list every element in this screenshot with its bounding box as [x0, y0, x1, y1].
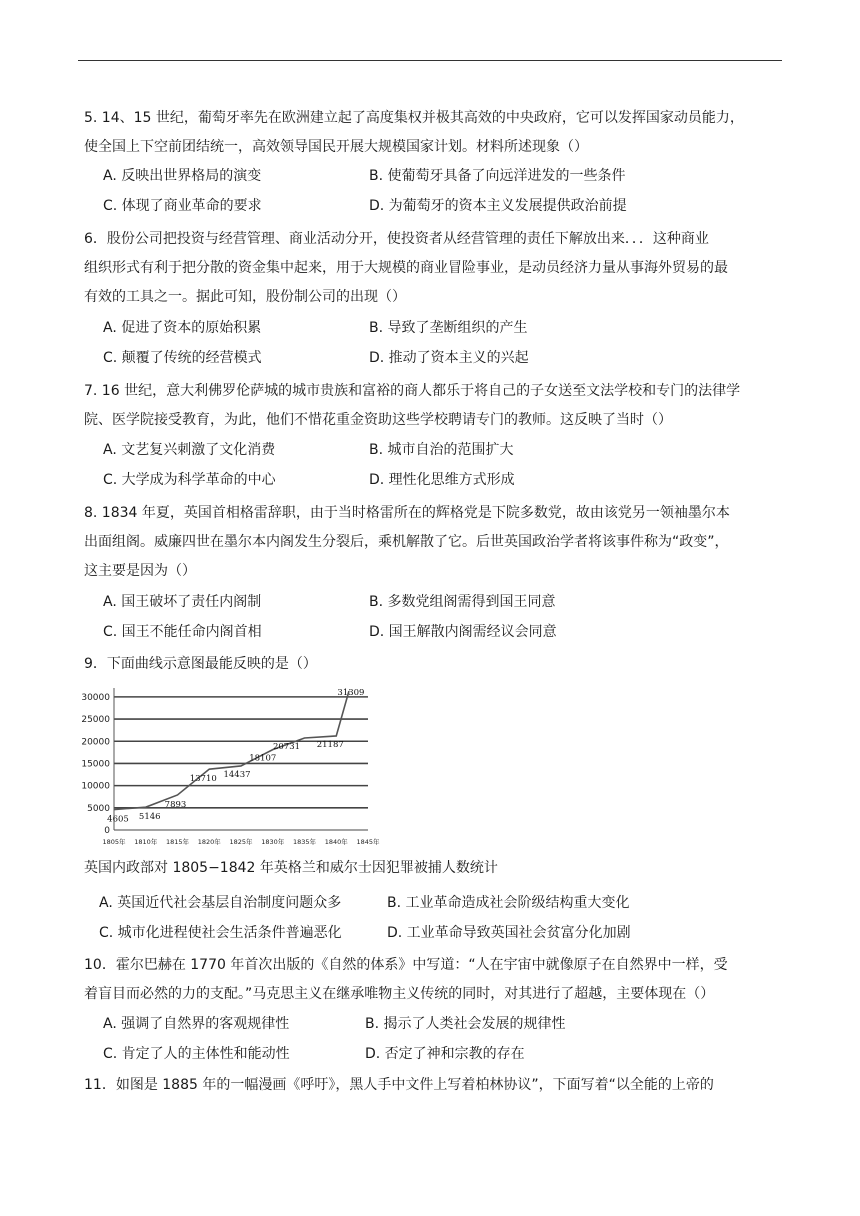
q10-stem-line1: 10．霍尔巴赫在 1770 年首次出版的《自然的体系》中写道：“人在宇宙中就像原子在自然界中一样，受: [84, 957, 728, 973]
q6-stem-line3: 有效的工具之一。据此可知，股份制公司的出现（）: [84, 289, 406, 305]
chart-caption: 英国内政部对 1805−1842 年英格兰和威尔士因犯罪被捕人数统计: [84, 860, 498, 876]
q8-option-b[interactable]: B. 多数党组阁需得到国王同意: [369, 594, 556, 610]
y-tick-label: 0: [104, 826, 110, 836]
data-label: 13710: [189, 774, 217, 785]
q9-option-c[interactable]: C. 城市化进程使社会生活条件普遍恶化: [99, 925, 342, 941]
data-label: 18107: [249, 753, 277, 764]
q7-stem-line1: 7. 16 世纪，意大利佛罗伦萨城的城市贵族和富裕的商人都乐于将自己的子女送至文法学校和专门的法律学: [84, 383, 741, 399]
q5-stem-line2: 使全国上下空前团结统一，高效领导国民开展大规模国家计划。材料所述现象（）: [84, 139, 588, 155]
q5-option-c[interactable]: C. 体现了商业革命的要求: [103, 198, 262, 214]
data-label: 5146: [138, 812, 161, 823]
q9-option-a[interactable]: A. 英国近代社会基层自治制度问题众多: [99, 895, 342, 911]
q8-option-c[interactable]: C. 国王不能任命内阁首相: [103, 624, 262, 640]
q7-option-a[interactable]: A. 文艺复兴刺激了文化消费: [103, 442, 276, 458]
q11-stem-line1: 11．如图是 1885 年的一幅漫画《呼吁》，黑人手中文件上写着柏林协议”，下面写着“以全能的上帝的: [84, 1077, 714, 1093]
q6-option-c[interactable]: C. 颠覆了传统的经营模式: [103, 350, 262, 366]
q7-option-d[interactable]: D. 理性化思维方式形成: [369, 472, 515, 488]
q9-stem: 9．下面曲线示意图最能反映的是（）: [84, 656, 317, 672]
x-tick-label: 1840年: [324, 838, 348, 846]
header-rule: [78, 60, 782, 61]
q8-option-d[interactable]: D. 国王解散内阁需经议会同意: [369, 624, 557, 640]
q6-stem-line2: 组织形式有利于把分散的资金集中起来，用于大规模的商业冒险事业，是动员经济力量从事海外贸易的最: [84, 260, 728, 276]
q7-option-b[interactable]: B. 城市自治的范围扩大: [369, 442, 514, 458]
q6-option-b[interactable]: B. 导致了垄断组织的产生: [369, 320, 528, 336]
y-tick-label: 10000: [81, 781, 110, 792]
y-tick-label: 20000: [81, 737, 110, 748]
q6-option-a[interactable]: A. 促进了资本的原始积累: [103, 320, 262, 336]
q6-stem-line1: 6．股份公司把投资与经营管理、商业活动分开，使投资者从经营管理的责任下解放出来．．．这种商业: [84, 231, 709, 247]
x-tick-label: 1810年: [134, 838, 158, 846]
q10-option-b[interactable]: B. 揭示了人类社会发展的规律性: [365, 1016, 566, 1032]
data-label: 21187: [316, 739, 344, 750]
data-label: 4605: [107, 814, 129, 825]
x-tick-label: 1845年: [356, 838, 380, 846]
q9-option-b[interactable]: B. 工业革命造成社会阶级结构重大变化: [387, 895, 630, 911]
chart-svg: [78, 680, 380, 848]
q8-stem-line2: 出面组阁。威廉四世在墨尔本内阁发生分裂后，乘机解散了它。后世英国政治学者将该事件称为“政变”，: [84, 534, 729, 550]
q5-stem-line1: 5. 14、15 世纪，葡萄牙率先在欧洲建立起了高度集权并极其高效的中央政府，它可以发挥国家动员能力，: [84, 110, 744, 126]
y-tick-label: 30000: [81, 692, 110, 703]
q10-option-c[interactable]: C. 肯定了人的主体性和能动性: [103, 1046, 290, 1062]
q9-option-d[interactable]: D. 工业革命导致英国社会贫富分化加剧: [387, 925, 631, 941]
q7-option-c[interactable]: C. 大学成为科学革命的中心: [103, 472, 276, 488]
x-tick-label: 1805年: [102, 838, 126, 846]
q5-option-b[interactable]: B. 使葡萄牙具备了向远洋进发的一些条件: [369, 168, 626, 184]
q8-stem-line3: 这主要是因为（）: [84, 563, 196, 579]
q10-option-a[interactable]: A. 强调了自然界的客观规律性: [103, 1016, 290, 1032]
q7-stem-line2: 院、医学院接受教育，为此，他们不惜花重金资助这些学校聘请专门的教师。这反映了当时（）: [84, 412, 672, 428]
arrests-line-chart: [78, 680, 380, 848]
q5-option-a[interactable]: A. 反映出世界格局的演变: [103, 168, 262, 184]
data-label: 7893: [164, 799, 187, 810]
x-tick-label: 1820年: [197, 838, 221, 846]
q10-option-d[interactable]: D. 否定了神和宗教的存在: [365, 1046, 525, 1062]
x-tick-label: 1830年: [261, 838, 285, 846]
q8-option-a[interactable]: A. 国王破坏了责任内阁制: [103, 594, 262, 610]
q8-stem-line1: 8. 1834 年夏，英国首相格雷辞职，由于当时格雷所在的辉格党是下院多数党，故由该党另一领袖墨尔本: [84, 505, 730, 521]
series-line: [114, 691, 349, 809]
data-label: 14437: [223, 769, 251, 780]
x-tick-label: 1815年: [165, 838, 190, 846]
y-tick-label: 5000: [87, 803, 110, 814]
x-tick-label: 1825年: [229, 838, 253, 846]
y-tick-label: 15000: [81, 759, 110, 770]
q5-option-d[interactable]: D. 为葡萄牙的资本主义发展提供政治前提: [369, 198, 627, 214]
y-tick-label: 25000: [81, 715, 110, 726]
q6-option-d[interactable]: D. 推动了资本主义的兴起: [369, 350, 529, 366]
data-label: 31309: [337, 688, 365, 699]
q10-stem-line2: 着盲目而必然的力的支配。”马克思主义在继承唯物主义传统的同时，对其进行了超越，主要体现在（）: [84, 986, 715, 1002]
data-label: 20731: [272, 742, 301, 753]
x-tick-label: 1835年: [292, 838, 317, 846]
